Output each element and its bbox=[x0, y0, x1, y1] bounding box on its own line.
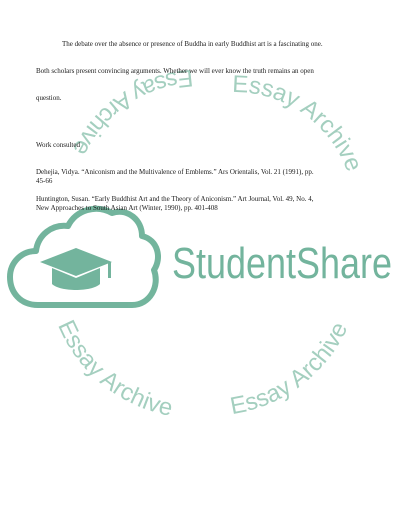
arc-text-top-right: Essay Archive bbox=[231, 70, 368, 176]
graduation-cap-icon bbox=[40, 248, 112, 290]
paragraph-line-3: question. bbox=[36, 94, 62, 102]
reference-1-line-1: Dehejia, Vidya. “Aniconism and the Multivalence of Emblems.” Ars Orientalis, Vol. 21 (1991), pp. bbox=[36, 168, 314, 176]
paragraph-line-1: The debate over the absence or presence of Buddha in early Buddhist art is a fascinating one. bbox=[62, 40, 323, 48]
reference-2-line-1: Huntington, Susan. “Early Buddhist Art and the Theory of Aniconism.” Art Journal, Vol. 49, No. 4, bbox=[36, 195, 314, 203]
arc-text-top-left: Essay Archive bbox=[67, 63, 195, 160]
reference-2-line-2: New Approaches to South Asian Art (Winter, 1990), pp. 401-408 bbox=[36, 204, 218, 212]
paragraph-line-2: Both scholars present convincing arguments. Whether we will ever know the truth remains an open bbox=[36, 67, 314, 75]
arc-text-bottom-right: Essay Archive bbox=[227, 317, 354, 421]
brand-wordmark: StudentShare bbox=[172, 239, 392, 288]
reference-1-line-2: 45-66 bbox=[36, 177, 53, 185]
works-consulted-heading: Work consulted bbox=[36, 141, 80, 149]
arc-text-bottom-left: Essay Archive bbox=[52, 316, 176, 422]
cloud-logo-icon bbox=[10, 209, 158, 305]
essay-archive-arcs bbox=[52, 64, 367, 422]
